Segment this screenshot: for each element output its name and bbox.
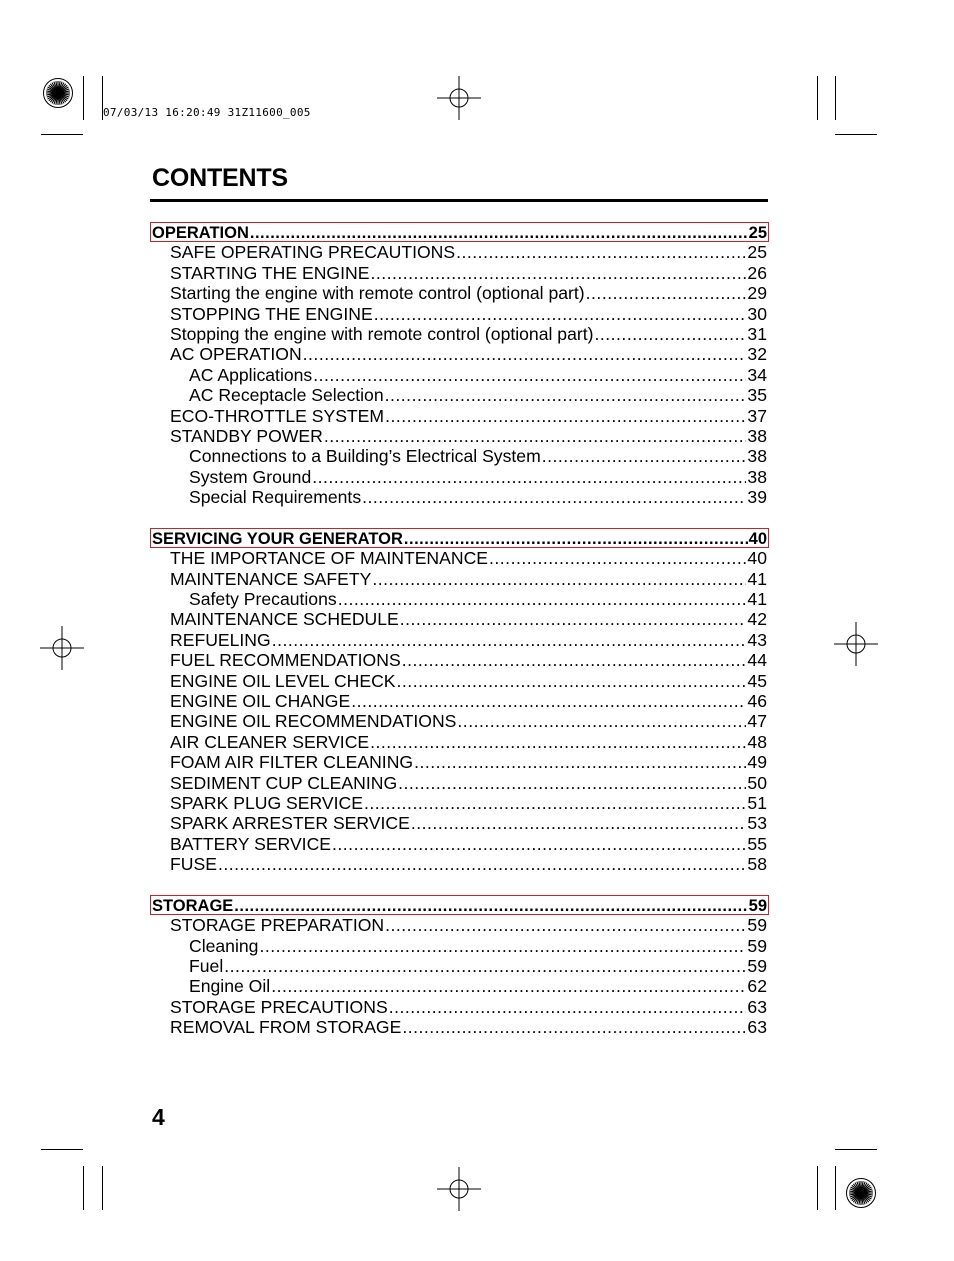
toc-section-heading[interactable] xyxy=(150,222,769,242)
toc-page-number: 62 xyxy=(747,976,767,997)
toc-dot-leader xyxy=(385,406,746,426)
table-of-contents xyxy=(150,222,769,1038)
toc-entry[interactable] xyxy=(150,1017,769,1037)
toc-page-number: 59 xyxy=(747,915,767,936)
toc-dot-leader xyxy=(385,385,747,405)
toc-dot-leader xyxy=(398,773,746,793)
crop-line xyxy=(835,1166,836,1210)
toc-dot-leader xyxy=(385,915,746,935)
toc-entry-title: Cleaning xyxy=(189,935,259,956)
toc-entry-title: Safety Precautions xyxy=(189,589,337,610)
toc-page-number: 59 xyxy=(748,896,767,915)
toc-page-number: 58 xyxy=(747,854,767,875)
crop-line xyxy=(41,1149,83,1150)
toc-entry[interactable] xyxy=(150,936,769,956)
toc-entry-title: ENGINE OIL LEVEL CHECK xyxy=(170,670,396,691)
crop-line xyxy=(817,76,818,120)
toc-entry[interactable] xyxy=(150,263,769,283)
toc-entry[interactable] xyxy=(150,813,769,833)
toc-page-number: 38 xyxy=(747,466,767,487)
toc-dot-leader xyxy=(397,671,747,691)
toc-entry-title: THE IMPORTANCE OF MAINTENANCE xyxy=(170,548,489,569)
toc-entry[interactable] xyxy=(150,915,769,935)
toc-entry[interactable] xyxy=(150,304,769,324)
toc-entry-title: SPARK PLUG SERVICE xyxy=(170,792,363,813)
toc-page-number: 48 xyxy=(747,731,767,752)
title-divider xyxy=(150,199,768,202)
toc-dot-leader xyxy=(374,304,747,324)
toc-entry-title: Connections to a Building’s Electrical System xyxy=(189,446,541,467)
toc-dot-leader xyxy=(389,997,747,1017)
toc-page-number: 59 xyxy=(747,956,767,977)
crop-line xyxy=(41,134,83,135)
crop-line xyxy=(835,134,877,135)
toc-entry-title: Stopping the engine with remote control (optional part) xyxy=(170,323,594,344)
toc-dot-leader xyxy=(259,936,746,956)
crop-line xyxy=(102,1166,103,1210)
toc-dot-leader xyxy=(271,976,746,996)
print-timestamp: 07/03/13 16:20:49 31Z11600_005 xyxy=(103,106,311,119)
toc-page-number: 39 xyxy=(747,487,767,508)
toc-entry-title: STARTING THE ENGINE xyxy=(170,262,370,283)
toc-entry-title: ENGINE OIL RECOMMENDATIONS xyxy=(170,711,457,732)
toc-entry-title: Fuel xyxy=(189,956,224,977)
toc-entry[interactable] xyxy=(150,671,769,691)
toc-spacer xyxy=(150,507,769,527)
toc-dot-leader xyxy=(402,1017,746,1037)
toc-page-number: 45 xyxy=(747,670,767,691)
toc-entry[interactable] xyxy=(150,773,769,793)
toc-entry[interactable] xyxy=(150,467,769,487)
toc-page-number: 49 xyxy=(747,752,767,773)
toc-entry[interactable] xyxy=(150,691,769,711)
toc-entry-title: AC OPERATION xyxy=(170,344,302,365)
toc-entry[interactable] xyxy=(150,834,769,854)
toc-page-number: 63 xyxy=(747,996,767,1017)
toc-entry-title: SEDIMENT CUP CLEANING xyxy=(170,772,398,793)
page-title: CONTENTS xyxy=(152,164,288,192)
toc-entry-title: FOAM AIR FILTER CLEANING xyxy=(170,752,414,773)
toc-page-number: 41 xyxy=(747,568,767,589)
toc-page-number: 38 xyxy=(747,446,767,467)
registration-starburst-icon xyxy=(845,1177,877,1209)
toc-page-number: 46 xyxy=(747,690,767,711)
toc-entry-title: BATTERY SERVICE xyxy=(170,833,332,854)
toc-entry-title: SERVICING YOUR GENERATOR xyxy=(152,529,403,548)
toc-entry-title: REFUELING xyxy=(170,629,271,650)
toc-entry[interactable] xyxy=(150,854,769,874)
toc-entry[interactable] xyxy=(150,752,769,772)
crop-line xyxy=(835,1149,877,1150)
toc-entry[interactable] xyxy=(150,548,769,568)
toc-page-number: 59 xyxy=(747,935,767,956)
toc-entry-title: FUEL RECOMMENDATIONS xyxy=(170,650,401,671)
toc-entry-title: SPARK ARRESTER SERVICE xyxy=(170,813,410,834)
toc-dot-leader xyxy=(594,324,746,344)
toc-dot-leader xyxy=(457,711,746,731)
toc-entry[interactable] xyxy=(150,711,769,731)
toc-dot-leader xyxy=(364,793,746,813)
toc-entry-title: FUSE xyxy=(170,854,217,875)
toc-entry[interactable] xyxy=(150,732,769,752)
toc-page-number: 63 xyxy=(747,1017,767,1038)
toc-entry-title: REMOVAL FROM STORAGE xyxy=(170,1017,402,1038)
toc-entry-title: Special Requirements xyxy=(189,487,362,508)
toc-dot-leader xyxy=(402,650,747,670)
registration-crosshair-icon xyxy=(437,76,481,120)
toc-entry[interactable] xyxy=(150,956,769,976)
toc-entry-title: SAFE OPERATING PRECAUTIONS xyxy=(170,242,456,263)
toc-entry[interactable] xyxy=(150,589,769,609)
toc-dot-leader xyxy=(272,630,747,650)
toc-dot-leader xyxy=(372,569,746,589)
toc-page-number: 25 xyxy=(748,224,767,242)
toc-dot-leader xyxy=(250,223,748,243)
toc-page-number: 43 xyxy=(747,629,767,650)
toc-entry[interactable] xyxy=(150,283,769,303)
toc-entry[interactable] xyxy=(150,344,769,364)
toc-dot-leader xyxy=(586,283,747,303)
toc-entry-title: STORAGE PREPARATION xyxy=(170,915,385,936)
toc-page-number: 42 xyxy=(747,609,767,630)
toc-entry[interactable] xyxy=(150,793,769,813)
crop-line xyxy=(817,1166,818,1210)
toc-entry[interactable] xyxy=(150,406,769,426)
toc-dot-leader xyxy=(324,426,747,446)
crop-line xyxy=(83,1166,84,1210)
toc-page-number: 35 xyxy=(747,385,767,406)
toc-page-number: 25 xyxy=(747,242,767,263)
toc-entry[interactable] xyxy=(150,650,769,670)
toc-entry-title: MAINTENANCE SCHEDULE xyxy=(170,609,399,630)
toc-entry-title: Starting the engine with remote control (optional part) xyxy=(170,283,585,304)
registration-crosshair-icon xyxy=(40,626,84,670)
toc-dot-leader xyxy=(489,548,746,568)
toc-entry[interactable] xyxy=(150,242,769,262)
toc-dot-leader xyxy=(312,467,746,487)
toc-dot-leader xyxy=(351,691,746,711)
toc-dot-leader xyxy=(370,263,746,283)
toc-entry-title: AIR CLEANER SERVICE xyxy=(170,731,370,752)
toc-dot-leader xyxy=(400,609,747,629)
toc-page-number: 29 xyxy=(747,283,767,304)
toc-dot-leader xyxy=(411,813,747,833)
toc-entry[interactable] xyxy=(150,426,769,446)
crop-line xyxy=(83,76,84,120)
toc-page-number: 50 xyxy=(747,772,767,793)
toc-page-number: 38 xyxy=(747,425,767,446)
toc-entry[interactable] xyxy=(150,487,769,507)
toc-entry[interactable] xyxy=(150,324,769,344)
toc-entry-title: AC Applications xyxy=(189,364,313,385)
page-number: 4 xyxy=(152,1104,165,1130)
crop-line xyxy=(835,76,836,120)
toc-entry-title: System Ground xyxy=(189,466,312,487)
toc-entry-title: OPERATION xyxy=(152,224,249,242)
toc-dot-leader xyxy=(224,956,746,976)
toc-dot-leader xyxy=(313,365,746,385)
toc-entry[interactable] xyxy=(150,569,769,589)
toc-page-number: 51 xyxy=(747,792,767,813)
toc-spacer xyxy=(150,875,769,895)
toc-dot-leader xyxy=(414,752,746,772)
toc-page-number: 26 xyxy=(747,262,767,283)
toc-section-heading[interactable] xyxy=(150,895,769,915)
toc-page-number: 32 xyxy=(747,344,767,365)
toc-page-number: 53 xyxy=(747,813,767,834)
toc-entry[interactable] xyxy=(150,385,769,405)
toc-page-number: 40 xyxy=(747,548,767,569)
toc-entry-title: STOPPING THE ENGINE xyxy=(170,303,373,324)
toc-entry-title: STANDBY POWER xyxy=(170,425,323,446)
toc-page-number: 37 xyxy=(747,405,767,426)
toc-page-number: 47 xyxy=(747,711,767,732)
toc-entry[interactable] xyxy=(150,446,769,466)
toc-entry-title: STORAGE xyxy=(152,896,234,915)
toc-entry[interactable] xyxy=(150,630,769,650)
toc-page-number: 44 xyxy=(747,650,767,671)
registration-starburst-icon xyxy=(42,77,74,109)
toc-entry[interactable] xyxy=(150,997,769,1017)
toc-dot-leader xyxy=(332,834,746,854)
toc-dot-leader xyxy=(542,446,747,466)
toc-entry[interactable] xyxy=(150,609,769,629)
registration-crosshair-icon xyxy=(437,1167,481,1211)
registration-crosshair-icon xyxy=(834,622,878,666)
toc-entry[interactable] xyxy=(150,365,769,385)
toc-entry-title: MAINTENANCE SAFETY xyxy=(170,568,372,589)
toc-dot-leader xyxy=(338,589,747,609)
toc-entry-title: ENGINE OIL CHANGE xyxy=(170,690,351,711)
toc-entry-title: ECO-THROTTLE SYSTEM xyxy=(170,405,385,426)
toc-dot-leader xyxy=(303,344,747,364)
toc-dot-leader xyxy=(234,896,747,916)
toc-dot-leader xyxy=(456,242,746,262)
toc-page-number: 40 xyxy=(748,529,767,548)
toc-page-number: 30 xyxy=(747,303,767,324)
toc-entry[interactable] xyxy=(150,976,769,996)
toc-entry-title: Engine Oil xyxy=(189,976,271,997)
toc-section-heading[interactable] xyxy=(150,528,769,548)
toc-dot-leader xyxy=(370,732,746,752)
toc-dot-leader xyxy=(404,529,748,549)
toc-page-number: 41 xyxy=(747,589,767,610)
toc-dot-leader xyxy=(218,854,746,874)
toc-page-number: 34 xyxy=(747,364,767,385)
toc-dot-leader xyxy=(362,487,746,507)
toc-page-number: 31 xyxy=(747,323,767,344)
toc-entry-title: AC Receptacle Selection xyxy=(189,385,384,406)
toc-entry-title: STORAGE PRECAUTIONS xyxy=(170,996,388,1017)
toc-page-number: 55 xyxy=(747,833,767,854)
